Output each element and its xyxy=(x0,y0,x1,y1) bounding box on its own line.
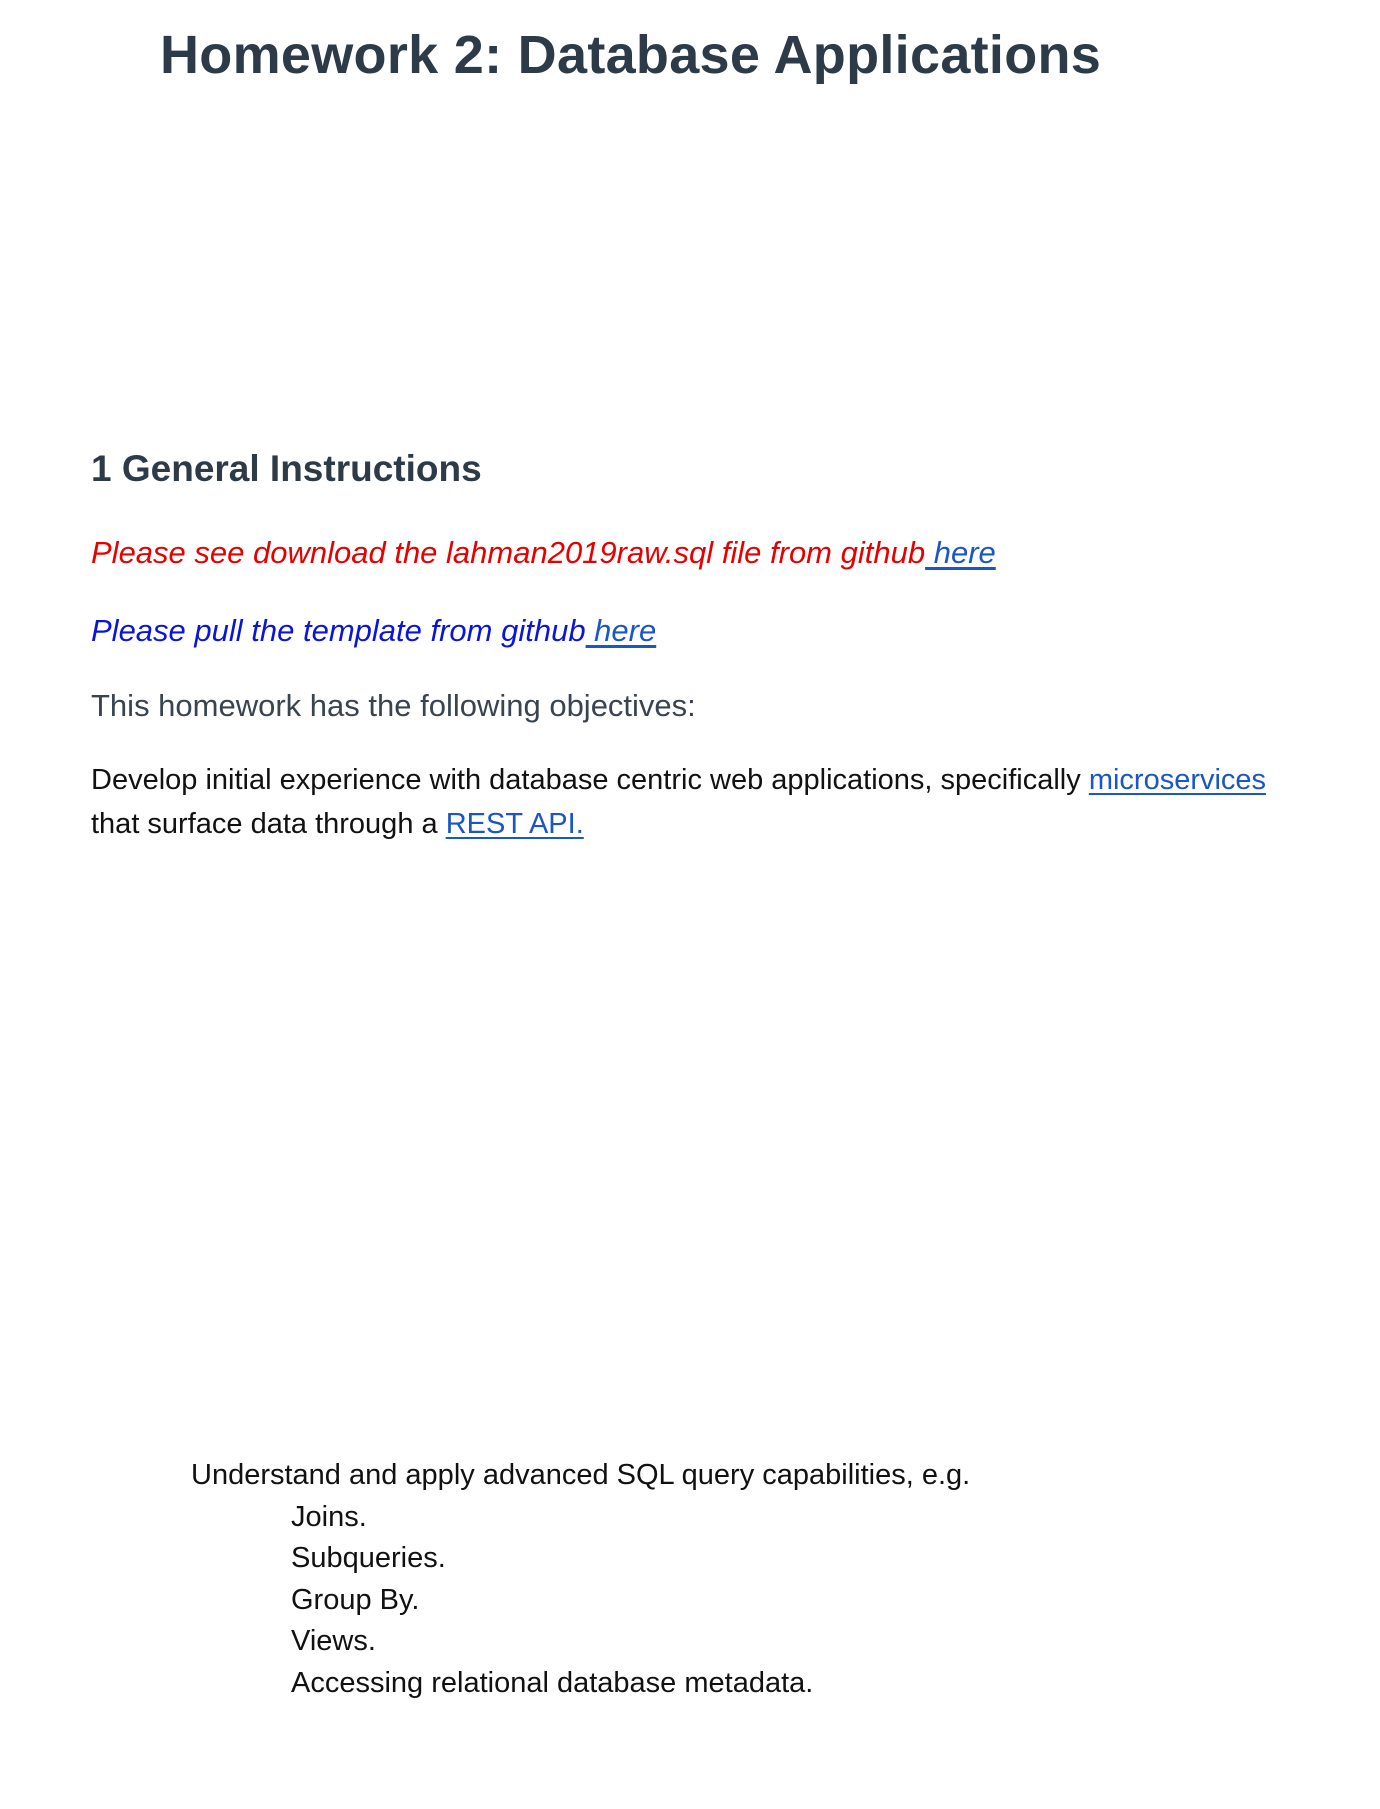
objectives-intro: This homework has the following objectives: xyxy=(91,688,696,723)
objective-web-apps xyxy=(91,758,1291,846)
microservices-link[interactable]: microservices xyxy=(1088,764,1267,796)
sql-capabilities-list xyxy=(191,1497,970,1705)
template-note xyxy=(91,613,656,649)
download-link[interactable]: here xyxy=(925,535,996,570)
list-item: Views. xyxy=(291,1625,376,1657)
template-note-text: Please pull the template from github xyxy=(91,613,586,648)
list-item: Subqueries. xyxy=(291,1542,446,1574)
page-title: Homework 2: Database Applications xyxy=(160,25,1102,85)
list-item: Accessing relational database metadata. xyxy=(291,1666,814,1699)
list-item: Group By. xyxy=(291,1583,420,1616)
download-note xyxy=(91,535,996,571)
section-heading: 1 General Instructions xyxy=(91,448,482,489)
rest-api-link[interactable]: REST API. xyxy=(445,808,584,840)
template-link[interactable]: here xyxy=(585,613,657,648)
download-note-text: Please see download the lahman2019raw.sql file from github xyxy=(91,535,926,570)
objective-sql xyxy=(191,1455,970,1704)
objective-sql-intro: Understand and apply advanced SQL query capabilities, e.g. xyxy=(191,1459,971,1491)
objective-web-apps-text: Develop initial experience with database centric web applications, specifically xyxy=(91,764,1089,796)
list-item: Joins. xyxy=(291,1500,367,1533)
objective-web-apps-middle: that surface data through a xyxy=(91,808,446,840)
